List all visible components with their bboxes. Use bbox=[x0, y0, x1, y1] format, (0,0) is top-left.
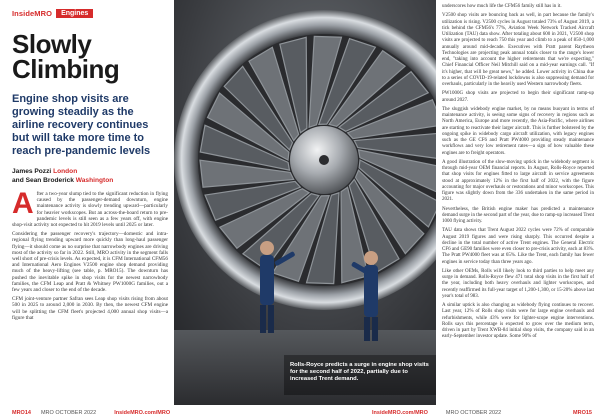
byline-1-name: James Pozzi bbox=[12, 168, 52, 175]
website-link-right[interactable]: InsideMRO.com/MRO bbox=[372, 409, 428, 416]
byline-2: and Sean Broderick Washington bbox=[12, 176, 114, 184]
body-paragraph: A similar uptick is also changing as widebody flying continues to recover. Last year, 12% of Rolls shop visits were for large engine overhauls and refurbishments, while 43% were for lighter-scope engine interventions. Rolls says this percentage is expected to grow over the medium term, driven in part by Trent XWB-84 initial shop visits, the company said in an early-September investor update. Some 90% of bbox=[442, 303, 594, 340]
byline-1-location: London bbox=[53, 168, 78, 175]
engine-illustration bbox=[174, 0, 436, 405]
left-column bbox=[0, 0, 174, 405]
section-tag: Engines bbox=[56, 9, 93, 18]
article-deck: Engine shop visits are growing steadily as the airline recovery continues but will take more time to reach pre-pandemic levels bbox=[12, 93, 151, 157]
body-paragraph: The sluggish widebody engine market, by no means buoyant in terms of maintenance activity, is seeing some signs of recovery in regions such as North America, Europe and more recently, the Asia-Pacific, where airlines are starting to reactivate their larger aircraft. This is further bolstered by the ongoing spike in widebody cargo aircraft utilization, with legacy engines such as the GE CF6 and Pratt PW4000 providing steady maintenance workflows and very low retirement rates—a sign of how valuable these engines are to freight operators. bbox=[442, 106, 594, 156]
body-paragraph: TAU data shows that Trent August 2022 cycles were 72% of comparable August 2019 figures and were rising sharply. This occurred despite a decline in the total number of active Trent engines. The General Electric CF6 and GE90 families were even closer to pre-crisis activity, each at 83%. The Pratt PW4000 fleet was at 65%. Like the Trent, each family has fewer engines in service today than three years ago. bbox=[442, 228, 594, 265]
brand-logo: InsideMRO bbox=[12, 9, 53, 18]
body-paragraph: Nevertheless, the British engine maker has predicted a maintenance demand surge in the second part of the year, due to ramp-up increased Trent 1000 flying activity. bbox=[442, 206, 594, 224]
caption-text: Rolls-Royce predicts a surge in engine shop visits for the second half of 2022, partially due to increased Trent demand. bbox=[290, 362, 429, 382]
body-paragraph: After a two-year slump tied to the significant reduction in flying caused by the passenger-demand downturn, engine maintenance activity is slowly trending upward—particularly for heavier workscopes. But an across-the-board return to pre-pandemic levels is still seen as a few years off, with engine shop-visit activity not expected to hit 2019 levels until 2025 or later. bbox=[12, 187, 168, 229]
body-paragraph: V2500 shop visits are bouncing back as well, in part because the family's utilization is rising. V2500 cycles in August totaled 73% of August 2019, a tick behind the CFM56's 77%, Aviation Week Network Tracked Aircraft Utilization (TAU) data show. After totaling about 600 in 2021, V2500 shop visits are projected to reach 750 this year and climb to a peak of 850-1,000 annually around mid-decade. Executives with Pratt parent Raytheon Technologies are projecting peak annual totals closer to the range's lower end, "taking into account the higher retirements that we're expecting," Chief Financial Officer Neil Mitchill said on a mid-year earnings call. "If it's higher, that will be great news," he added. Lower activity in China due to a series of COVID-19-related lockdowns is also suppressing demand for overhauls, particularly in the heavily used Western narrowbody fleets. bbox=[442, 13, 594, 87]
byline-1 bbox=[12, 168, 168, 177]
section-header bbox=[12, 9, 168, 18]
byline-2-name: Sean Broderick bbox=[25, 176, 74, 184]
body-paragraph: Considering the passenger recovery's trajectory—domestic and intra-regional flying trending upward more quickly than long-haul passenger flying—it should come as no surprise that narrowbody engines are driving most of the activity so far in 2022. Still, MRO activity in the segment falls well short of pre-crisis levels. As expected, it is CFM International CFM56 and International Aero Engines V2500 engine shop demand providing much of the heavy-lifting (see table, p. MRO15). The downturn has pushed the inevitable spike in shop visits for the newest narrowbody families, the CFM Leap and Pratt & Whitney PW1000G families, out a few years and closer to the end of the decade. bbox=[12, 231, 168, 294]
issue-label-left: MRO OCTOBER 2022 bbox=[40, 409, 97, 416]
body-paragraph: Like other OEMs, Rolls will likely look to third parties to help meet any surge in demand. Rolls-Royce flew 471 total shop visits in the first half of the year, including both heavy overhauls and lighter workscopes, and recently reaffirmed its full-year target of 1,200-1,300, or 15-20% above last year's total of 983. bbox=[442, 268, 594, 299]
footer-right bbox=[372, 410, 519, 416]
byline-2-location: Washington bbox=[75, 176, 114, 184]
headline-line-1: Slowly bbox=[12, 29, 92, 59]
photo-caption bbox=[290, 362, 430, 383]
bylines bbox=[12, 168, 168, 185]
article-headline bbox=[12, 29, 168, 84]
issue-label-right: MRO OCTOBER 2022 bbox=[445, 409, 502, 416]
body-paragraph: underscores how much life the CFM56 family still has in it. bbox=[442, 4, 562, 9]
page-number-right: MRO15 bbox=[573, 409, 592, 416]
engine-photo bbox=[174, 0, 436, 405]
left-body-text bbox=[12, 187, 168, 321]
body-paragraph: PW1000G shop visits are projected to begin their significant ramp-up around 2027. bbox=[442, 91, 594, 103]
headline-line-2: Climbing bbox=[12, 54, 120, 84]
body-paragraph: CFM joint-venture partner Safran sees Leap shop visits rising from about 500 in 2025 to around 2,000 in 2030. By then, the newest CFM engine will be splitting the CFM fleet's projected 4,000 annual shop visits—a figure that bbox=[12, 296, 168, 321]
drop-cap: A bbox=[12, 187, 34, 220]
body-paragraph: A good illustration of the slow-moving uptick in the widebody segment is through mid-year OEM financial reports. In August, Rolls-Royce reported that shop visits for engines fitted to large aircraft in service agreements stood at approximately 12% in the first half of 2022, with the figure accounting for major overhauls or restorations and minor workscopes. This figure was slightly down from the 336 undertaken in the same period in 2021. bbox=[442, 159, 594, 203]
page-footer bbox=[0, 405, 600, 420]
page-number-left: MRO14 bbox=[12, 409, 31, 416]
footer-left bbox=[12, 410, 170, 416]
website-link-left[interactable]: InsideMRO.com/MRO bbox=[114, 409, 171, 416]
right-column bbox=[442, 0, 594, 405]
right-body-text bbox=[442, 4, 594, 341]
